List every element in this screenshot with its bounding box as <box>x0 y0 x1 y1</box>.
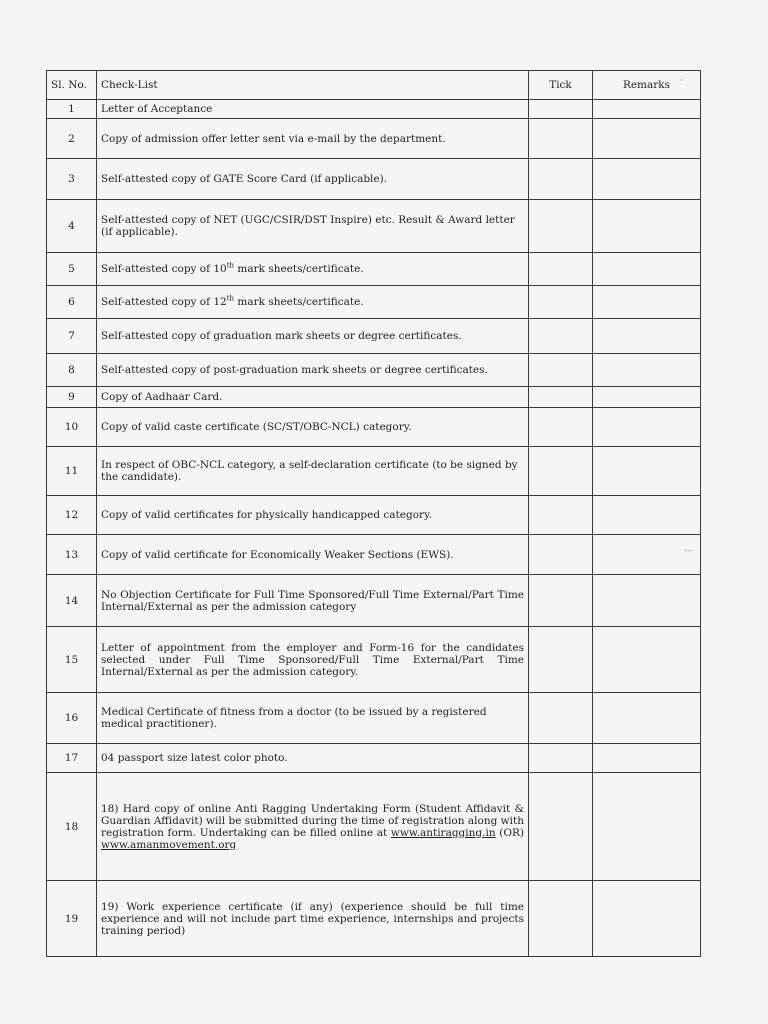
remarks-header: Remarks <box>593 71 701 100</box>
tick-cell[interactable] <box>529 535 593 575</box>
table-row <box>47 773 701 881</box>
checklist-item: Copy of valid certificate for Economically Weaker Sections (EWS). <box>97 535 529 575</box>
tick-cell[interactable] <box>529 881 593 957</box>
checklist-header: Check-List <box>97 71 529 100</box>
checklist-item: Self-attested copy of graduation mark sheets or degree certificates. <box>97 319 529 354</box>
item-text: 18) Hard copy of online Anti Ragging Undertaking Form (Student Affidavit & Guardian Affidavit) will be submitted during the time of registration along with registration form. Undertaking can be filled online at <box>101 802 524 839</box>
table-row <box>47 627 701 693</box>
scan-speck: · <box>680 76 683 86</box>
table-row <box>47 387 701 408</box>
checklist-item: Self-attested copy of NET (UGC/CSIR/DST Inspire) etc. Result & Award letter (if applicable). <box>97 200 529 253</box>
table-row <box>47 286 701 319</box>
header-row <box>47 71 701 100</box>
checklist-item: No Objection Certificate for Full Time Sponsored/Full Time External/Part Time Internal/External as per the admission category <box>97 575 529 627</box>
remarks-cell[interactable] <box>593 881 701 957</box>
tick-cell[interactable] <box>529 408 593 447</box>
table-row <box>47 119 701 159</box>
tick-cell[interactable] <box>529 575 593 627</box>
checklist-item: Medical Certificate of fitness from a doctor (to be issued by a registered medical practitioner). <box>97 693 529 744</box>
remarks-cell[interactable] <box>593 496 701 535</box>
checklist-item: 19) Work experience certificate (if any) (experience should be full time experience and will not include part time experience, internships and projects training period) <box>97 881 529 957</box>
remarks-cell[interactable] <box>593 200 701 253</box>
table-row <box>47 535 701 575</box>
remarks-cell[interactable] <box>593 575 701 627</box>
checklist-item: Copy of admission offer letter sent via e-mail by the department. <box>97 119 529 159</box>
ordinal-suffix: th <box>226 261 235 270</box>
scan-mark: ·-· <box>684 546 693 556</box>
row-number: 2 <box>47 119 97 159</box>
item-text: Self-attested copy of 10 <box>101 263 227 275</box>
remarks-cell[interactable] <box>593 253 701 286</box>
remarks-cell[interactable] <box>593 744 701 773</box>
tick-cell[interactable] <box>529 253 593 286</box>
tick-cell[interactable] <box>529 627 593 693</box>
tick-cell[interactable] <box>529 354 593 387</box>
remarks-cell[interactable] <box>593 387 701 408</box>
table-row <box>47 253 701 286</box>
table-row <box>47 447 701 496</box>
row-number: 8 <box>47 354 97 387</box>
tick-cell[interactable] <box>529 387 593 408</box>
remarks-cell[interactable] <box>593 159 701 200</box>
row-number: 18 <box>47 773 97 881</box>
table-row <box>47 200 701 253</box>
table-row <box>47 496 701 535</box>
row-number: 12 <box>47 496 97 535</box>
checklist-item: Self-attested copy of post-graduation mark sheets or degree certificates. <box>97 354 529 387</box>
amanmovement-link[interactable]: www.amanmovement.org <box>101 838 237 851</box>
checklist-item: Letter of appointment from the employer and Form-16 for the candidates selected under Full Time Sponsored/Full Time External/Part Time Internal/External as per the admission category. <box>97 627 529 693</box>
row-number: 9 <box>47 387 97 408</box>
table-row <box>47 159 701 200</box>
tick-header: Tick <box>529 71 593 100</box>
checklist-item: 04 passport size latest color photo. <box>97 744 529 773</box>
remarks-cell[interactable] <box>593 286 701 319</box>
checklist-item <box>97 286 529 319</box>
tick-cell[interactable] <box>529 447 593 496</box>
row-number: 17 <box>47 744 97 773</box>
tick-cell[interactable] <box>529 200 593 253</box>
row-number: 3 <box>47 159 97 200</box>
checklist-table <box>46 70 701 957</box>
table-row <box>47 408 701 447</box>
remarks-cell[interactable] <box>593 354 701 387</box>
remarks-cell[interactable] <box>593 408 701 447</box>
remarks-cell[interactable] <box>593 119 701 159</box>
tick-cell[interactable] <box>529 496 593 535</box>
tick-cell[interactable] <box>529 119 593 159</box>
row-number: 7 <box>47 319 97 354</box>
row-number: 13 <box>47 535 97 575</box>
row-number: 6 <box>47 286 97 319</box>
checklist-item: Copy of valid certificates for physically handicapped category. <box>97 496 529 535</box>
table-row <box>47 100 701 119</box>
table-row <box>47 881 701 957</box>
remarks-cell[interactable] <box>593 693 701 744</box>
row-number: 19 <box>47 881 97 957</box>
item-text: Self-attested copy of 12 <box>101 296 227 308</box>
row-number: 14 <box>47 575 97 627</box>
tick-cell[interactable] <box>529 744 593 773</box>
checklist-item: Self-attested copy of GATE Score Card (if applicable). <box>97 159 529 200</box>
item-text: mark sheets/certificate. <box>234 296 364 308</box>
table-row <box>47 354 701 387</box>
table-row <box>47 693 701 744</box>
checklist-item: In respect of OBC-NCL category, a self-declaration certificate (to be signed by the candidate). <box>97 447 529 496</box>
tick-cell[interactable] <box>529 286 593 319</box>
antiragging-link[interactable]: www.antiragging.in <box>390 826 496 839</box>
remarks-cell[interactable] <box>593 773 701 881</box>
checklist-item <box>97 773 529 881</box>
table-row <box>47 744 701 773</box>
remarks-cell[interactable] <box>593 627 701 693</box>
tick-cell[interactable] <box>529 693 593 744</box>
table-row <box>47 575 701 627</box>
tick-cell[interactable] <box>529 773 593 881</box>
remarks-cell[interactable] <box>593 100 701 119</box>
row-number: 10 <box>47 408 97 447</box>
row-number: 11 <box>47 447 97 496</box>
row-number: 16 <box>47 693 97 744</box>
remarks-cell[interactable] <box>593 319 701 354</box>
item-text: mark sheets/certificate. <box>234 263 364 275</box>
remarks-cell[interactable] <box>593 447 701 496</box>
tick-cell[interactable] <box>529 319 593 354</box>
row-number: 1 <box>47 100 97 119</box>
checklist-item <box>97 253 529 286</box>
tick-cell[interactable] <box>529 159 593 200</box>
checklist-item: Copy of valid caste certificate (SC/ST/OBC-NCL) category. <box>97 408 529 447</box>
row-number: 15 <box>47 627 97 693</box>
checklist-item: Letter of Acceptance <box>97 100 529 119</box>
ordinal-suffix: th <box>226 294 235 303</box>
tick-cell[interactable] <box>529 100 593 119</box>
row-number: 4 <box>47 200 97 253</box>
sl-no-header: Sl. No. <box>47 71 97 100</box>
row-number: 5 <box>47 253 97 286</box>
checklist-item: Copy of Aadhaar Card. <box>97 387 529 408</box>
item-text: (OR) <box>495 826 524 839</box>
table-row <box>47 319 701 354</box>
